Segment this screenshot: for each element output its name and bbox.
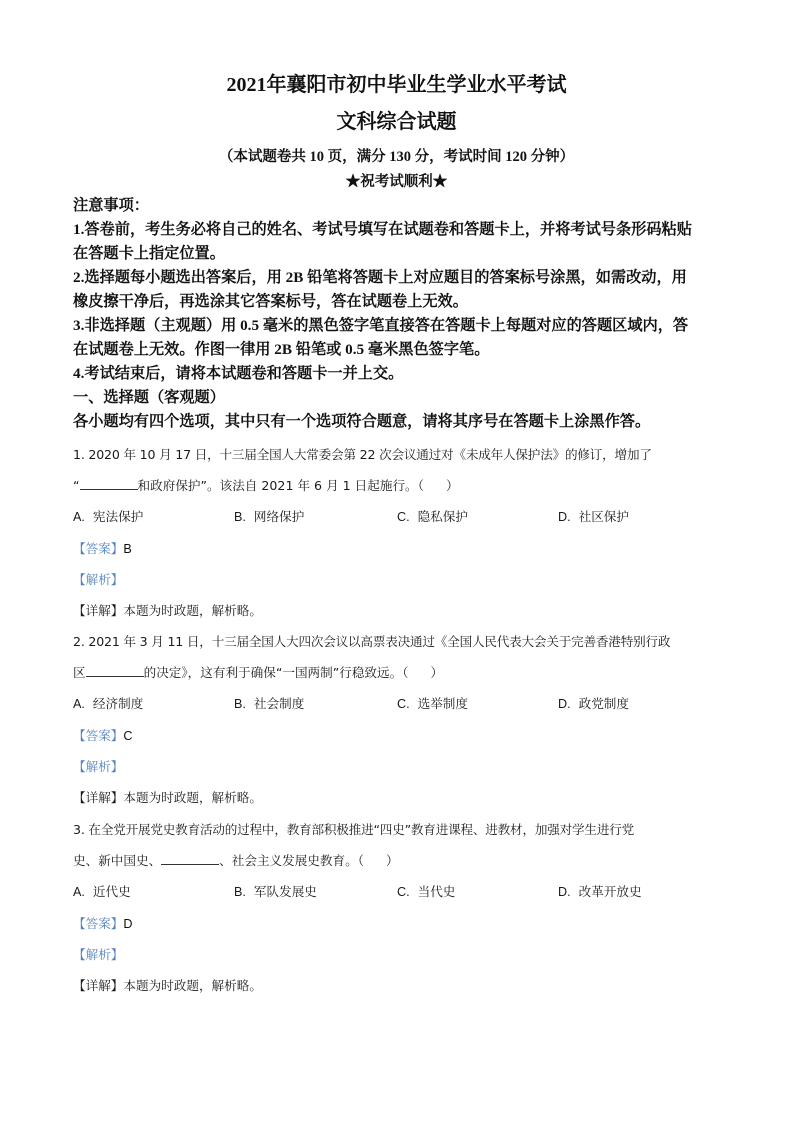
fill-blank: [86, 664, 144, 677]
option-c: C. 隐私保护: [397, 509, 468, 525]
detail-text: 本题为时政题，解析略。: [123, 602, 262, 618]
detail-label: 【详解】: [73, 602, 124, 618]
notice-heading: 注意事项：: [73, 197, 149, 214]
option-b: B. 网络保护: [234, 509, 305, 525]
section-title: 一、选择题（客观题）: [73, 389, 225, 406]
analysis-label: 【解析】: [73, 758, 124, 774]
option-d: D. 改革开放史: [558, 884, 642, 900]
option-c: C. 选举制度: [397, 696, 468, 712]
question-stem-line1: 3. 在全党开展党史教育活动的过程中，教育部积极推进“四史”教育进课程、进教材，加强对学生进行党: [73, 822, 634, 837]
detail-text: 本题为时政题，解析略。: [123, 789, 262, 805]
fill-blank: [161, 852, 219, 865]
notice-section: [73, 194, 723, 434]
options-row: [73, 506, 728, 537]
stem-text: 和政府保护”。该法自 2021 年 6 月 1 日起施行。（: [137, 478, 424, 494]
answer-line: [73, 538, 728, 569]
notice-item-3: 3.非选择题（主观题）用 0.5 毫米的黑色签字笔直接答在答题卡上每题对应的答题区域内，答: [73, 317, 689, 334]
answer-line: [73, 913, 728, 944]
stem-text: “: [73, 478, 80, 494]
analysis-label: 【解析】: [73, 946, 124, 962]
analysis-line: [73, 569, 728, 600]
stem-text: 、社会主义发展史教育。（: [219, 853, 364, 869]
stem-text: ）: [385, 853, 399, 869]
option-a: A. 经济制度: [73, 696, 144, 712]
options-row: [73, 881, 728, 912]
question-2: [73, 631, 728, 818]
detail-text: 本题为时政题，解析略。: [123, 977, 262, 993]
stem-text: ）: [430, 665, 444, 681]
notice-item-3-cont: 在试题卷上无效。作图一律用 2B 铅笔或 0.5 毫米黑色签字笔。: [73, 341, 490, 358]
analysis-line: [73, 944, 728, 975]
answer-line: [73, 725, 728, 756]
option-a: A. 近代史: [73, 884, 131, 900]
exam-info: （本试题卷共 10 页，满分 130 分，考试时间 120 分钟）: [218, 149, 575, 165]
exam-title: 2021年襄阳市初中毕业生学业水平考试: [226, 74, 567, 96]
notice-item-2-cont: 橡皮擦干净后，再选涂其它答案标号，答在试题卷上无效。: [73, 293, 468, 310]
question-1: [73, 444, 728, 631]
detail-line: [73, 787, 728, 818]
notice-item-1-cont: 在答题卡上指定位置。: [73, 245, 225, 262]
option-c: C. 当代史: [397, 884, 456, 900]
question-stem-line2: [73, 850, 728, 881]
notice-item-2: 2.选择题每小题选出答案后，用 2B 铅笔将答题卡上对应题目的答案标号涂黑，如需改动，用: [73, 269, 687, 286]
stem-text: 区: [73, 665, 86, 681]
answer-label: 【答案】: [73, 540, 124, 556]
answer-value: D: [123, 916, 133, 931]
options-row: [73, 693, 728, 724]
detail-label: 【详解】: [73, 977, 124, 993]
option-d: D. 政党制度: [558, 696, 629, 712]
analysis-label: 【解析】: [73, 571, 124, 587]
analysis-line: [73, 756, 728, 787]
question-stem-line2: [73, 475, 728, 506]
fill-blank: [80, 477, 138, 490]
option-d: D. 社区保护: [558, 509, 629, 525]
stem-text: 的决定》，这有利于确保“一国两制”行稳致远。（: [143, 665, 409, 681]
good-luck-line: ★祝考试顺利★: [345, 174, 448, 190]
option-b: B. 社会制度: [234, 696, 305, 712]
answer-label: 【答案】: [73, 915, 124, 931]
detail-label: 【详解】: [73, 789, 124, 805]
detail-line: [73, 600, 728, 631]
notice-item-1: 1.答卷前，考生务必将自己的姓名、考试号填写在试题卷和答题卡上，并将考试号条形码粘贴: [73, 221, 692, 238]
question-stem-line1: 1. 2020 年 10 月 17 日，十三届全国人大常委会第 22 次会议通过对《未成年人保护法》的修订，增加了: [73, 447, 652, 462]
question-stem-line1: 2. 2021 年 3 月 11 日，十三届全国人大四次会议以高票表决通过《全国人民代表大会关于完善香港特别行政: [73, 634, 671, 649]
answer-value: C: [123, 728, 133, 743]
question-3: [73, 819, 728, 1006]
answer-label: 【答案】: [73, 727, 124, 743]
option-b: B. 军队发展史: [234, 884, 317, 900]
detail-line: [73, 975, 728, 1006]
answer-value: B: [123, 541, 132, 556]
section-instruction: 各小题均有四个选项，其中只有一个选项符合题意，请将其序号在答题卡上涂黑作答。: [73, 413, 651, 430]
option-a: A. 宪法保护: [73, 509, 144, 525]
question-stem-line2: [73, 662, 728, 693]
notice-item-4: 4.考试结束后，请将本试题卷和答题卡一并上交。: [73, 365, 404, 382]
stem-text: 史、新中国史、: [73, 853, 162, 869]
stem-text: ）: [445, 478, 459, 494]
exam-subject-title: 文科综合试题: [336, 111, 457, 133]
